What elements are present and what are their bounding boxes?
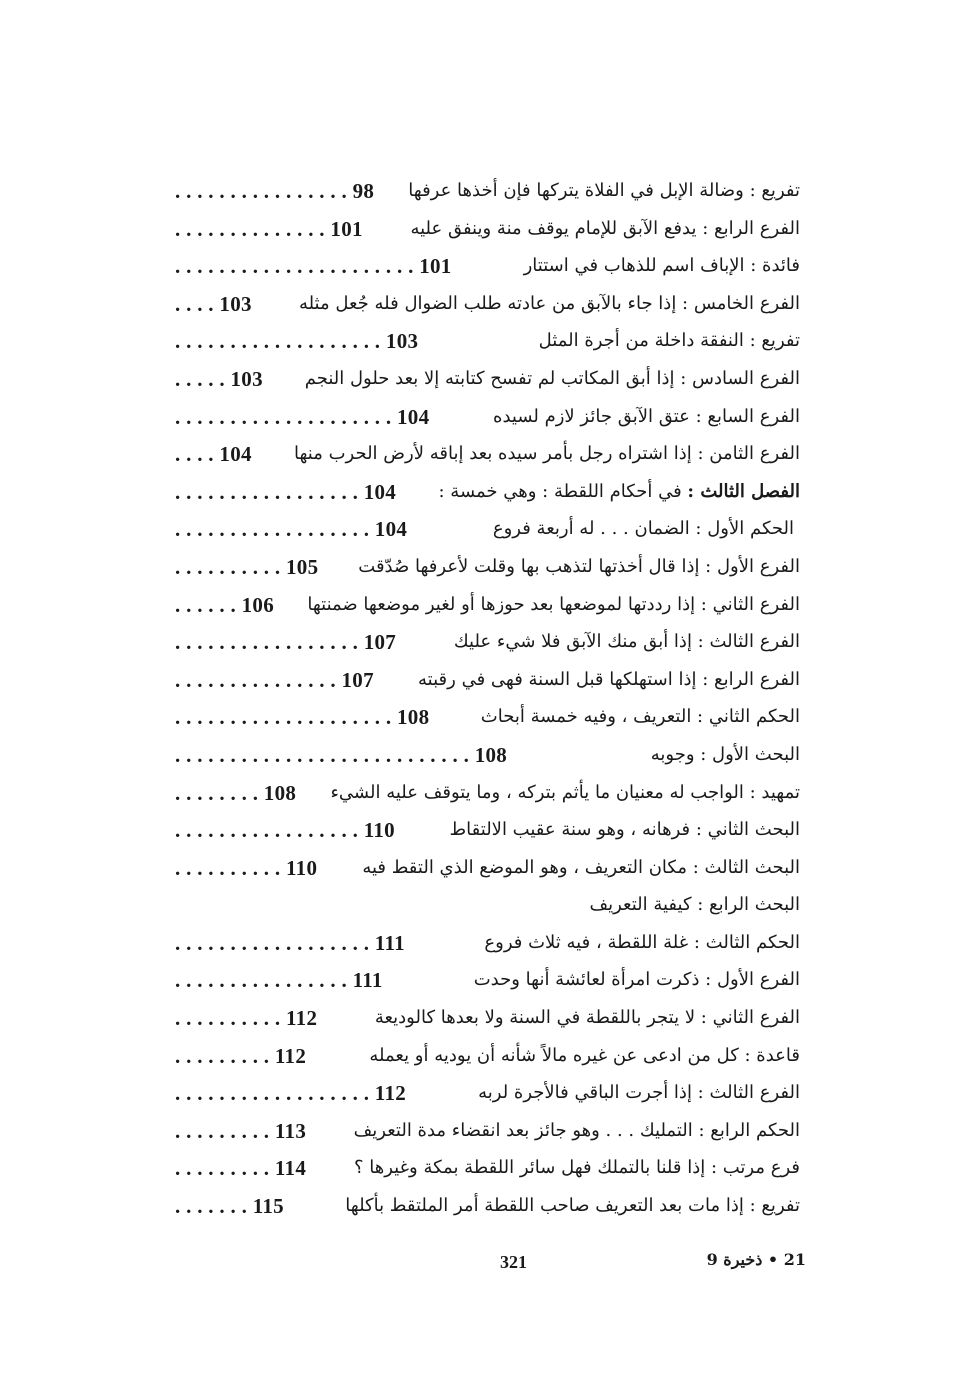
toc-entry-title: البحث الثالث : مكان التعريف ، وهو الموضع الذي التقط فيه (362, 856, 800, 878)
toc-entry-page: . . . . . . . . . . . . . . . . . 104 (175, 479, 397, 504)
toc-entry-title: الفرع الثاني : إذا رددتها لموضعها بعد حوزها أو لغير موضعها ضمنتها (307, 593, 800, 615)
toc-entry-page: . . . . . . . . . . . . . . . . . . . 103 (175, 329, 419, 354)
toc-entry (175, 1077, 800, 1115)
toc-entry-page: . . . . . . . . . . . . . . . 107 (175, 667, 374, 692)
toc-entry-title: فائدة : الإباف اسم للذهاب في استتار (523, 255, 800, 277)
toc-entry-page: . . . . . . . . . . 105 (175, 554, 319, 579)
toc-entry-title: الفرع الثاني : لا يتجر باللقطة في السنة ولا بعدها كالوديعة (374, 1007, 800, 1029)
toc-entry (175, 626, 800, 664)
toc-entry-title: الفرع الأول : إذا قال أخذتها لتذهب بها وقلت لأعرفها صُدّقت (358, 555, 800, 577)
page-number: 321 (500, 1252, 527, 1272)
toc-entry-page: . . . . . . . . . . . . . . . . . 107 (175, 630, 397, 655)
toc-entry (175, 1152, 800, 1190)
toc-entry-page: . . . . . . . . . 114 (175, 1156, 307, 1181)
toc-entry (175, 1002, 800, 1040)
toc-entry-title: تفريع : النفقة داخلة من أجرة المثل (538, 330, 800, 352)
toc-entry-title: الفرع الخامس : إذا جاء بالآبق من عادته طلب الضوال فله جُعل مثله (298, 292, 800, 314)
toc-entry-title: الحكم الرابع : التمليك . . . وهو جائز بعد انقضاء مدة التعريف (353, 1119, 800, 1141)
toc-entry (175, 701, 800, 739)
toc-entry-page: . . . . . . . . . . 112 (175, 1006, 318, 1031)
toc-entry-page: . . . . . 103 (175, 366, 263, 391)
toc-entry (175, 664, 800, 702)
toc-entry-title: الفرع الثالث : إذا أجرت الباقي فالأجرة لربه (478, 1082, 800, 1104)
toc-entry-title: الفرع السابع : عتق الآبق جائز لازم لسيده (493, 405, 800, 427)
toc-entry-title: تمهيد : الواجب له معنيان ما يأثم بتركه ، وما يتوقف عليه الشيء (330, 781, 800, 803)
toc-entry (175, 250, 800, 288)
toc-entry (175, 927, 800, 965)
toc-entry-page: . . . . . . . . . 112 (175, 1043, 307, 1068)
toc-entry-page: . . . . . . . 115 (175, 1194, 284, 1219)
toc-entry-title: الفرع الثامن : إذا اشتراه رجل بأمر سيده بعد إباقه لأرض الحرب منها (294, 443, 800, 465)
toc-entry-title (439, 478, 800, 506)
toc-entry (175, 476, 800, 514)
toc-entry-page: . . . . . . . . . . . . . . 101 (175, 216, 363, 241)
toc-entry (175, 1040, 800, 1078)
toc-entry-title: الحكم الأول : الضمان . . . له أربعة فروع (492, 518, 794, 540)
table-of-contents (175, 175, 800, 1228)
toc-entry-page: . . . . . . . . . . . . . . . . . . 112 (175, 1081, 407, 1106)
toc-entry-title: الفرع الرابع : إذا استهلكها قبل السنة فهى في رقبته (418, 668, 800, 690)
toc-entry-page: . . . . . . . . . . . . . . . . 111 (175, 968, 383, 993)
toc-entry-title: تفريع : إذا مات بعد التعريف صاحب اللقطة أمر الملتقط بأكلها (345, 1195, 800, 1217)
toc-entry (175, 964, 800, 1002)
toc-entry-page: . . . . . . . . . . . . . . . . . . 104 (175, 517, 408, 542)
toc-entry-title: الفرع الرابع : يدفع الآبق للإمام يوقف منة وينفق عليه (410, 217, 800, 239)
toc-entry-page: . . . . . . . . . . . . . . . . . . . . 108 (175, 705, 430, 730)
toc-entry-title: الفرع السادس : إذا أبق المكاتب لم تفسح كتابته إلا بعد حلول النجم (304, 367, 800, 389)
toc-entry-page: . . . . . . . . . . . . . . . . . . . . . . 101 (175, 254, 452, 279)
toc-entry (175, 213, 800, 251)
toc-entry (175, 325, 800, 363)
toc-entry (175, 175, 800, 213)
toc-entry-title: الحكم الثالث : غلة اللقطة ، فيه ثلاث فروع (484, 931, 800, 953)
toc-entry-title-rest: في أحكام اللقطة : وهي خمسة : (438, 480, 682, 502)
toc-entry-page: . . . . . . . . . 113 (175, 1118, 307, 1143)
toc-entry (175, 589, 800, 627)
toc-entry (175, 288, 800, 326)
toc-entry (175, 401, 800, 439)
toc-entry (175, 1115, 800, 1153)
toc-entry-title: البحث الرابع : كيفية التعريف (589, 894, 800, 916)
toc-entry-title: تفريع : وضالة الإبل في الفلاة يتركها فإن أخذها عرفها (408, 180, 800, 201)
toc-entry-title: الفرع الثالث : إذا أبق منك الآبق فلا شيء عليك (453, 631, 800, 653)
toc-entry-title: الحكم الثاني : التعريف ، وفيه خمسة أبحاث (480, 706, 800, 728)
toc-entry (175, 363, 800, 401)
toc-entry-page: . . . . . . . . . . . . . . . . . . . . . . . . . . . 108 (175, 742, 508, 767)
toc-entry-page: . . . . . . . . . . . . . . . . . . 111 (175, 930, 405, 955)
toc-entry (175, 438, 800, 476)
toc-entry-page: . . . . . . . . . . . . . . . . 98 (175, 179, 375, 203)
toc-entry-heading: الفصل الثالث : (687, 480, 800, 502)
toc-entry-title: قاعدة : كل من ادعى عن غيره مالاً شأنه أن يوديه أو يعمله (369, 1044, 800, 1066)
toc-entry-page: . . . . . . . . . . 110 (175, 855, 318, 880)
toc-entry-title: الفرع الأول : ذكرت امرأة لعائشة أنها وحدت (473, 969, 800, 991)
toc-entry-page: . . . . . . . . 108 (175, 780, 297, 805)
toc-entry-page: . . . . . . . . . . . . . . . . . 110 (175, 818, 395, 843)
toc-entry (175, 551, 800, 589)
toc-entry (175, 852, 800, 890)
toc-entry (175, 777, 800, 815)
toc-entry (175, 513, 800, 551)
toc-entry (175, 739, 800, 777)
toc-entry-title: البحث الثاني : فرهانه ، وهو سنة عقيب الالتقاط (449, 819, 800, 841)
toc-entry-page: . . . . 103 (175, 291, 252, 316)
toc-entry-page: . . . . . . . . . . . . . . . . . . . . 104 (175, 404, 430, 429)
toc-entry (175, 814, 800, 852)
toc-entry (175, 1190, 800, 1228)
toc-entry-title: البحث الأول : وجوبه (650, 743, 800, 765)
toc-entry (175, 889, 800, 927)
toc-entry-page: . . . . . . 106 (175, 592, 274, 617)
signature-mark: 21 • ذخيرة 9 (706, 1250, 806, 1269)
toc-entry-page: . . . . 104 (175, 442, 252, 467)
toc-entry-title: فرع مرتب : إذا قلنا بالتملك فهل سائر اللقطة بمكة وغيرها ؟ (354, 1157, 800, 1179)
